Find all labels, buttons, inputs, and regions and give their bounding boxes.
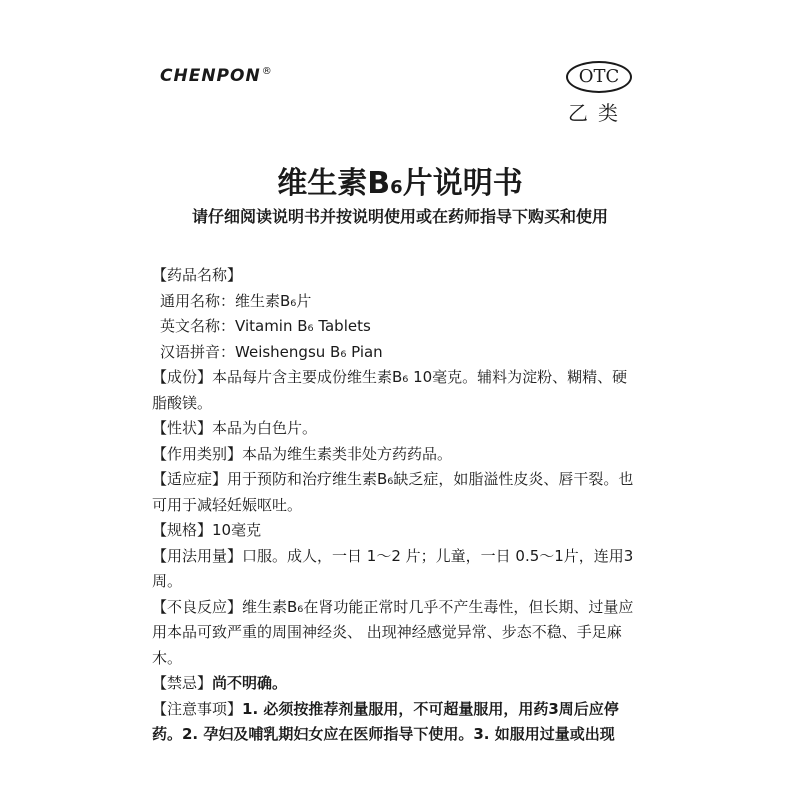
section-drug-name bbox=[152, 263, 642, 289]
title-suffix: 片说明书 bbox=[402, 166, 523, 201]
section-heading: 【药品名称】 bbox=[152, 266, 243, 284]
field-value: Vitamin B₆ Tablets bbox=[235, 317, 371, 335]
otc-class-label: 乙类 bbox=[568, 101, 628, 125]
section-heading: 【注意事项】 bbox=[152, 699, 243, 718]
section-adverse bbox=[152, 595, 642, 672]
pinyin-row bbox=[152, 340, 642, 366]
otc-badge: OTC bbox=[566, 61, 632, 93]
section-text: 用于预防和治疗维生素B₆缺乏症，如脂溢性皮炎、唇干裂。也可用于减轻妊娠呕吐。 bbox=[152, 470, 634, 514]
field-label: 英文名称： bbox=[160, 317, 236, 335]
english-name-row bbox=[152, 314, 642, 340]
section-text: 10毫克 bbox=[212, 521, 262, 539]
brand-name: CHENPON bbox=[160, 66, 261, 86]
field-value: 维生素B₆片 bbox=[235, 291, 312, 310]
section-heading: 【适应症】 bbox=[152, 470, 228, 488]
section-heading: 【作用类别】 bbox=[152, 444, 243, 463]
section-precautions bbox=[152, 697, 642, 748]
section-heading: 【规格】 bbox=[152, 521, 213, 539]
section-heading: 【成份】 bbox=[152, 368, 213, 386]
section-spec bbox=[152, 518, 642, 544]
document-title bbox=[0, 158, 800, 202]
field-value: Weishengsu B₆ Pian bbox=[235, 342, 383, 361]
section-text: 尚不明确。 bbox=[212, 674, 288, 692]
section-heading: 【用法用量】 bbox=[152, 546, 243, 565]
section-text: 1. 必须按推荐剂量服用，不可超量服用，用药3周后应停药。2. 孕妇及哺乳期妇女应在医师指导下使用。3. 如服用过量或出现 bbox=[152, 699, 619, 743]
registered-mark: ® bbox=[261, 66, 273, 78]
section-ingredients bbox=[152, 365, 642, 416]
field-label: 通用名称： bbox=[160, 291, 236, 310]
section-text: 本品每片含主要成份维生素B₆ 10毫克。辅料为淀粉、糊精、硬脂酸镁。 bbox=[152, 368, 628, 412]
title-subscript: 6 bbox=[390, 177, 403, 198]
section-heading: 【禁忌】 bbox=[152, 674, 213, 692]
section-heading: 【性状】 bbox=[152, 419, 213, 437]
leaflet-body bbox=[152, 263, 642, 748]
section-text: 维生素B₆在肾功能正常时几乎不产生毒性，但长期、过量应用本品可致严重的周围神经炎、 出现神经感觉异常、步态不稳、手足麻木。 bbox=[152, 597, 634, 667]
section-indications bbox=[152, 467, 642, 518]
field-label: 汉语拼音： bbox=[160, 342, 236, 361]
brand-logo bbox=[160, 66, 273, 86]
section-dosage bbox=[152, 544, 642, 595]
section-text: 口服。成人，一日 1～2 片；儿童，一日 0.5～1片，连用3周。 bbox=[152, 546, 634, 590]
generic-name-row bbox=[152, 289, 642, 315]
section-text: 本品为维生素类非处方药药品。 bbox=[242, 444, 453, 463]
reading-notice: 请仔细阅读说明书并按说明使用或在药师指导下购买和使用 bbox=[191, 207, 608, 226]
section-category bbox=[152, 442, 642, 468]
section-appearance bbox=[152, 416, 642, 442]
title-prefix: 维生素B bbox=[277, 166, 391, 201]
section-contraindications bbox=[152, 671, 642, 697]
section-heading: 【不良反应】 bbox=[152, 597, 243, 616]
section-text: 本品为白色片。 bbox=[212, 419, 318, 437]
